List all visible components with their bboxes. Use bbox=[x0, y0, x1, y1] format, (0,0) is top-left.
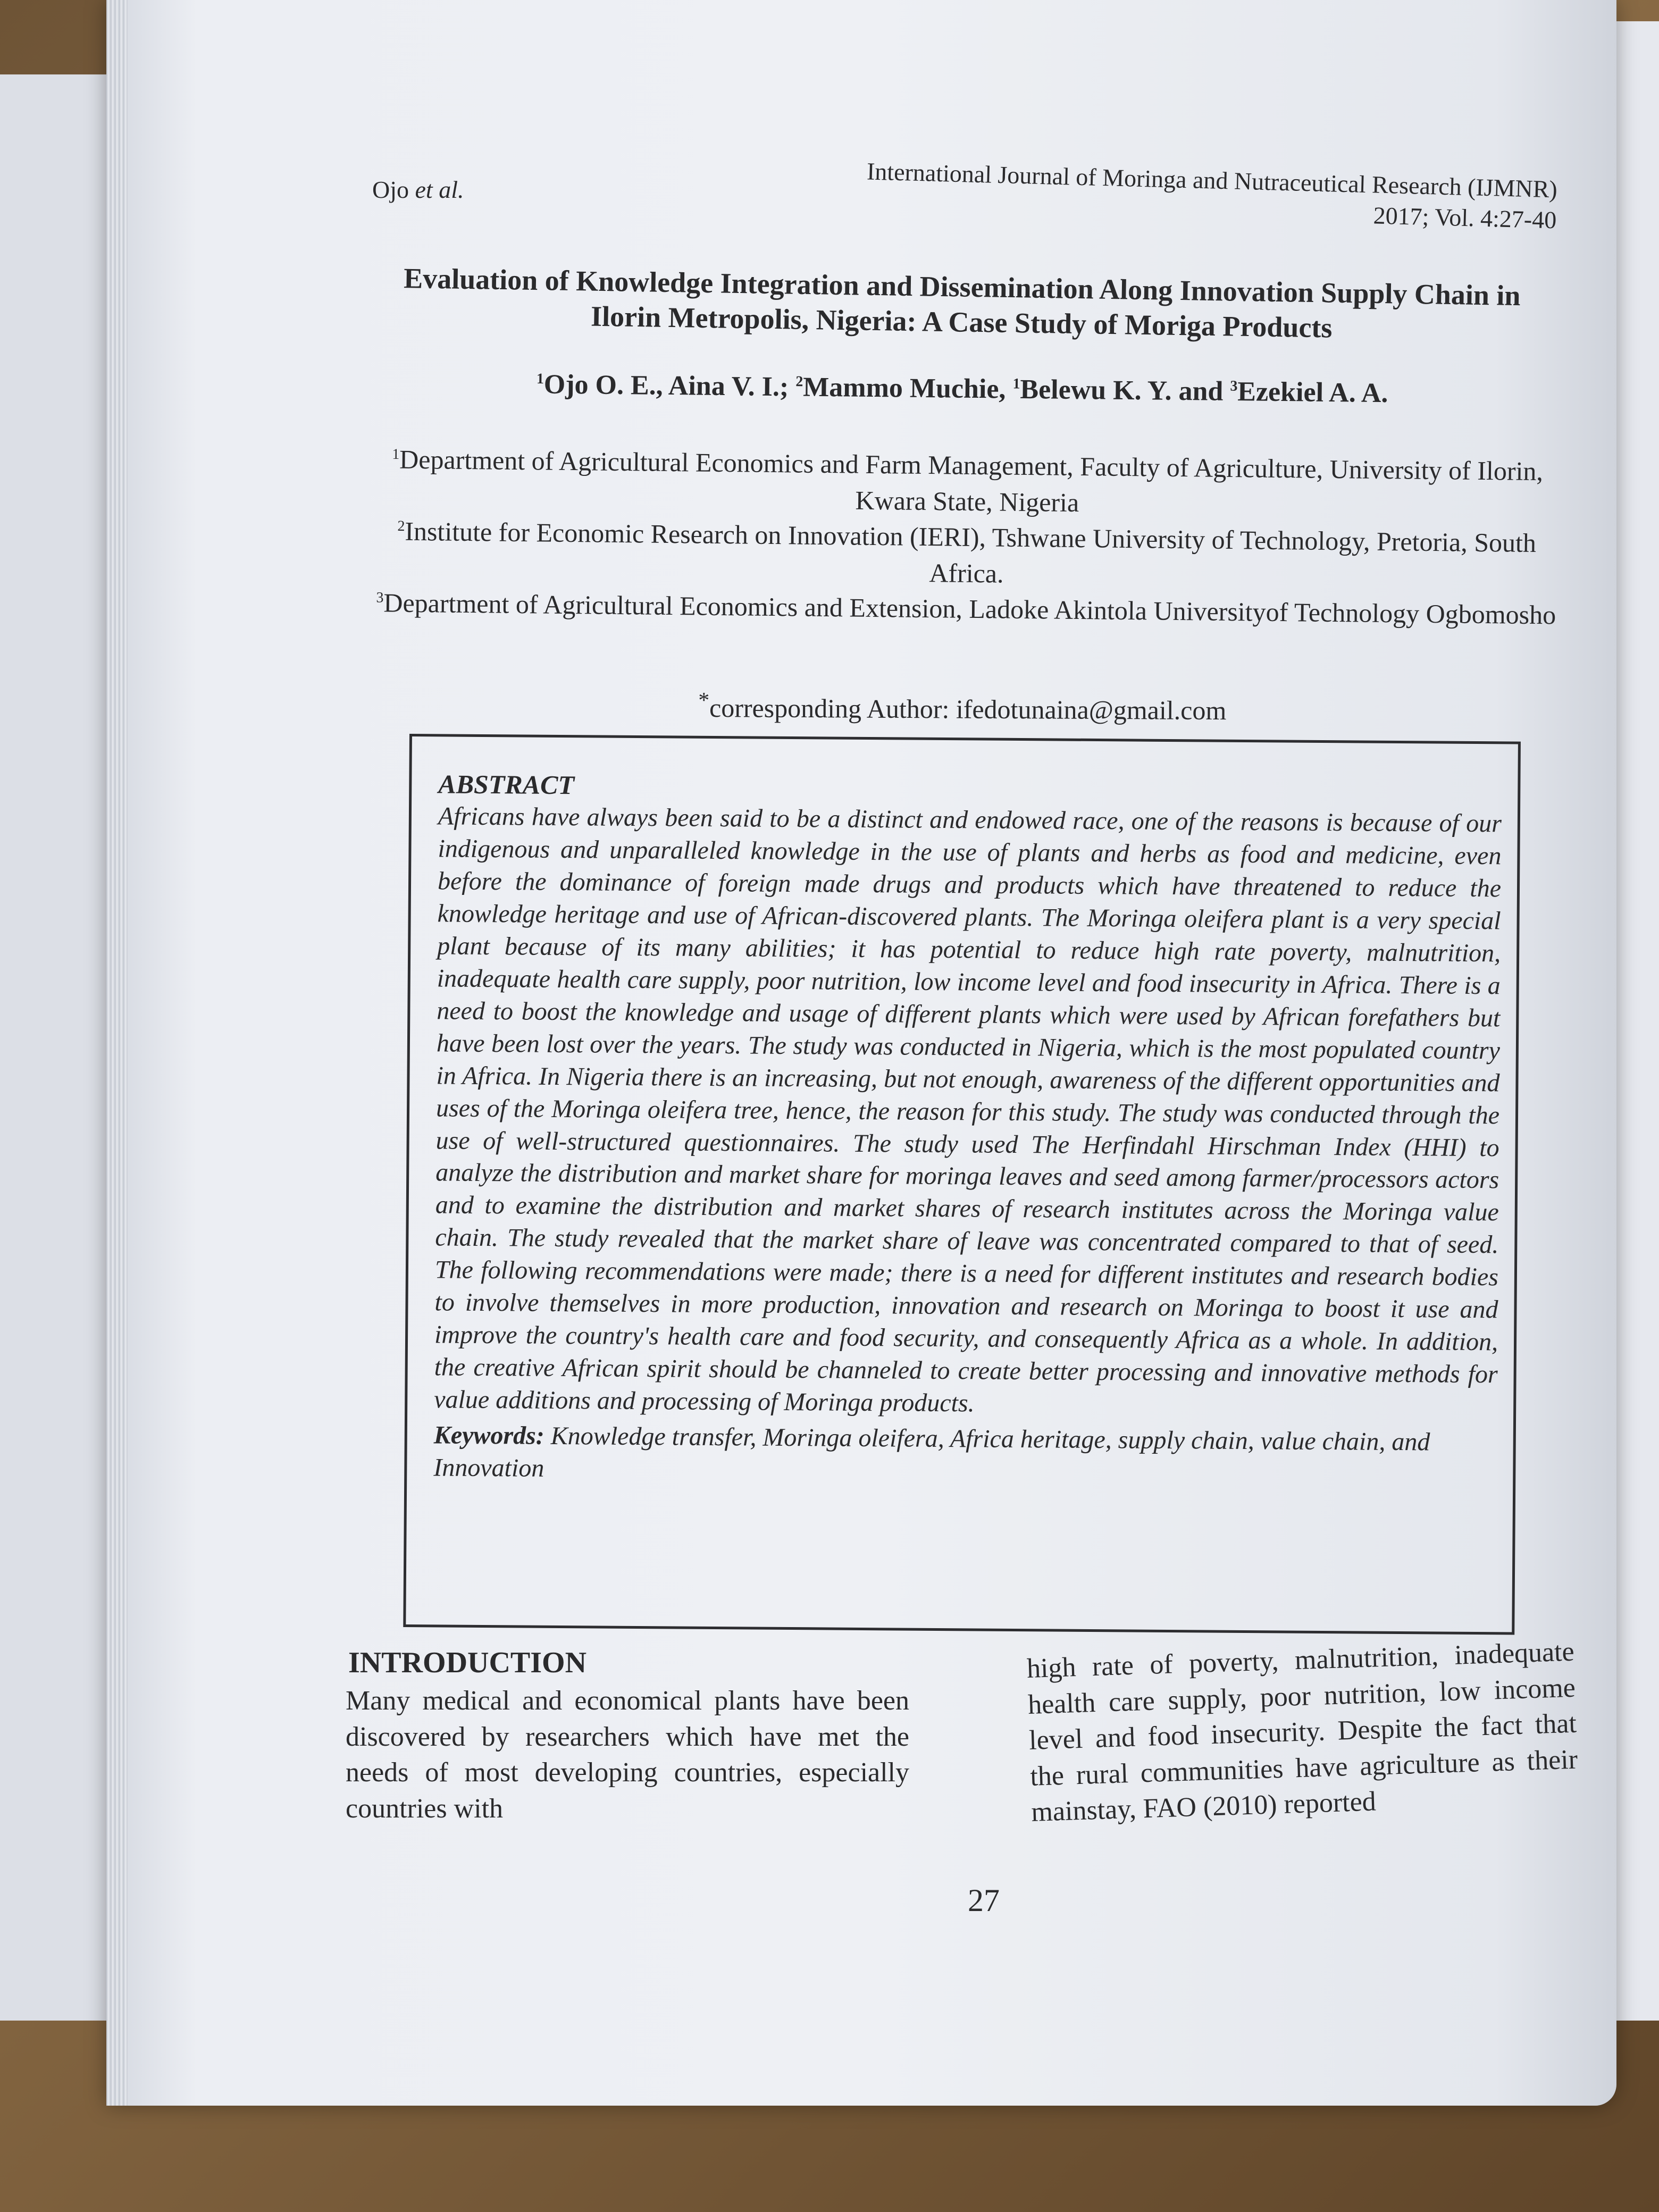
author-affil-mark: 3 bbox=[1230, 378, 1238, 395]
keywords bbox=[433, 1419, 1497, 1492]
author-name: Belewu K. Y. and bbox=[1020, 374, 1230, 407]
introduction-column-left: Many medical and economical plants have been discovered by researchers which have met the needs of most developing countries, especially countries with bbox=[346, 1686, 909, 1824]
affiliation-3: $^3$Department of Agricultural Economics and Extension, Ladoke Akintola Universityof Technology Ogbomosho bbox=[376, 588, 1556, 630]
introduction-column-right: high rate of poverty, malnutrition, inadequate health care supply, poor nutrition, low income level and food insecurity. Despite the fact that the rural communities have agriculture as their mainstay, FAO (2010) reported bbox=[1026, 1636, 1578, 1828]
affiliation-2: $^2$Institute for Economic Research on Innovation (IERI), Tshwane University of Technology, Pretoria, South Africa. bbox=[397, 516, 1537, 589]
author-affil-mark: 1 bbox=[1012, 375, 1020, 392]
keywords-text: Knowledge transfer, Moringa oleifera, Africa heritage, supply chain, value chain, and Innovation bbox=[433, 1421, 1430, 1482]
running-head-authors: Ojo et al. bbox=[372, 176, 464, 203]
keywords-label: Keywords: bbox=[433, 1421, 544, 1450]
journal-name: International Journal of Moringa and Nutraceutical Research (IJMNR) bbox=[866, 157, 1558, 203]
corresponding-author: *corresponding Author: ifedotunaina@gmail.com bbox=[698, 688, 1227, 726]
author-affil-mark: 1 bbox=[536, 371, 544, 388]
journal-volume: 2017; Vol. 4:27-40 bbox=[1373, 201, 1557, 233]
introduction-heading: INTRODUCTION bbox=[348, 1646, 587, 1679]
page-stack-edge bbox=[106, 0, 128, 2106]
author-affil-mark: 2 bbox=[795, 373, 803, 390]
affiliations bbox=[365, 441, 1568, 633]
abstract-body: Africans have always been said to be a distinct and endowed race, one of the reasons is because of our indigenous and unparalleled knowledge in the use of plants and herbs as food and medicine, even before the dominance of foreign made drugs and products which have threatened to reduce the knowledge heritage and use of African-discovered plants. The Moringa oleifera plant is a very special plant because of its many abilities; it has potential to reduce high rate poverty, malnutrition, inadequate health care supply, poor nutrition, low income level and food insecurity in Africa. There is a need to boost the knowledge and usage of different plants which were used by African forefathers but have been lost over the years. The study was conducted in Nigeria, which is the most populated country in Africa. In Nigeria there is an increasing, but not enough, awareness of the different opportunities and uses of the Moringa oleifera tree, hence, the reason for this study. The study was conducted through the use of well-structured questionnaires. The study used The Herfindahl Hirschman Index (HHI) to analyze the distribution and market share for moringa leaves and seed among farmer/processors actors and to examine the distribution and market shares of research institutes across the Moringa value chain. The study revealed that the market share of leave was concentrated compared to that of seed. The following recommendations were made; there is a need for different institutes and research bodies to involve themselves in more production, innovation and research on Moringa to boost it use and improve the country's health care and food security, and consequently Africa as a whole. In addition, the creative African spirit should be channeled to create better processing and innovative methods for value additions and processing of Moringa products. bbox=[434, 802, 1502, 1418]
abstract-heading: ABSTRACT bbox=[438, 769, 575, 800]
author-name: Mammo Muchie, bbox=[802, 372, 1013, 405]
paper-title: Evaluation of Knowledge Integration and Dissemination Along Innovation Supply Chain in Ilorin Metropolis, Nigeria: A Case Study of Moriga Products bbox=[403, 262, 1521, 344]
page-number: 27 bbox=[968, 1883, 1000, 1918]
author-name: Ojo O. E., Aina V. I.; bbox=[543, 369, 796, 403]
abstract-box bbox=[403, 734, 1521, 1635]
author-name: Ezekiel A. A. bbox=[1237, 376, 1388, 409]
affiliation-1: $^1$Department of Agricultural Economics and Farm Management, Faculty of Agriculture, University of Ilorin, Kwara State, Nigeria bbox=[392, 444, 1544, 517]
